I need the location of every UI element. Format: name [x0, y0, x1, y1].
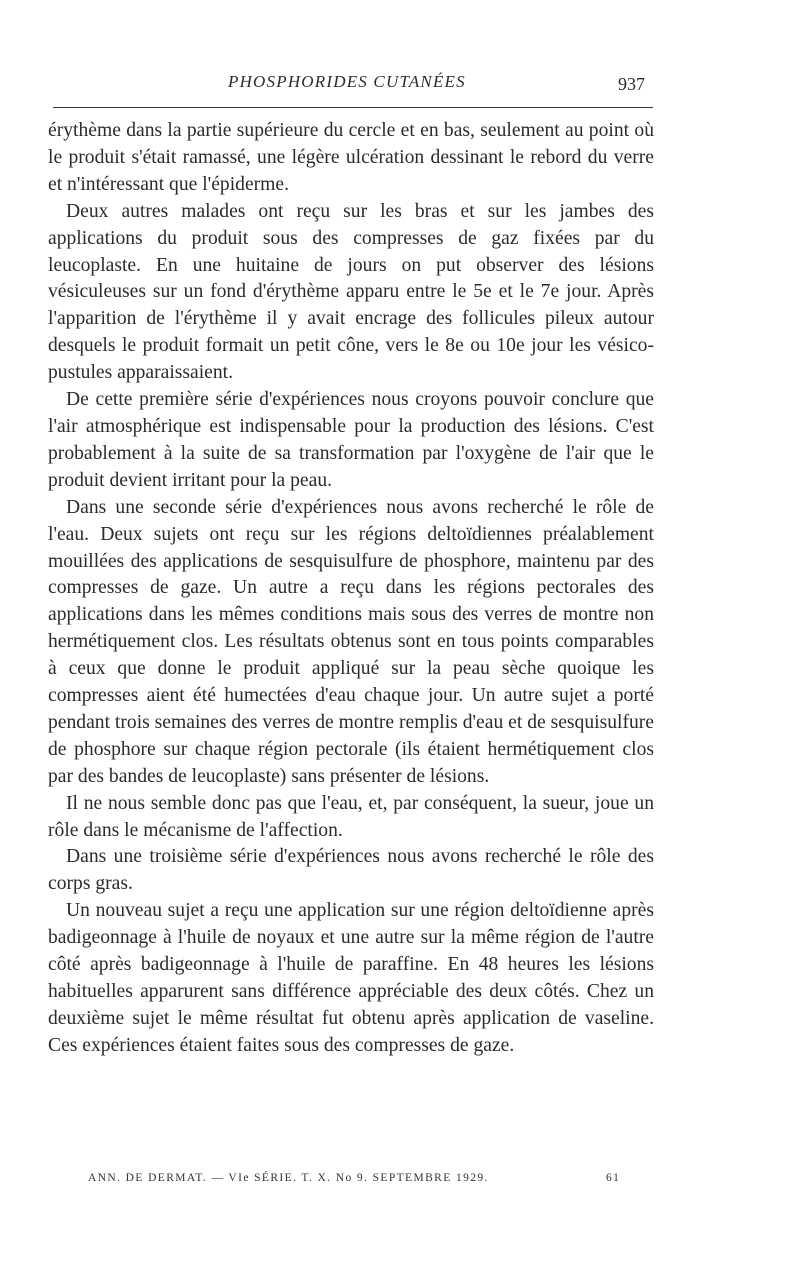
- paragraph: érythème dans la partie supérieure du cercle et en bas, seulement au point où le produit s'était ramassé, une légère ulcération dessinant le rebord du verre et n'intéressant que l'épiderme.: [48, 120, 654, 195]
- paragraph: De cette première série d'expériences nous croyons pouvoir conclure que l'air atmosphérique est indispensable pour la production des lésions. C'est probablement à la suite de sa transformation par l'oxygène de l'air que le produit devient irritant pour la peau.: [48, 389, 654, 491]
- body-text: [48, 118, 654, 1060]
- header-rule: [53, 107, 653, 108]
- paragraph: Un nouveau sujet a reçu une application sur une région deltoïdienne après badigeonnage à l'huile de noyaux et une autre sur la même région de l'autre côté après badigeonnage à l'huile de paraffine. En 48 heures les lésions habituelles apparurent sans différence appréciable des deux côtés. Chez un deuxième sujet le même résultat fut obtenu après application de vaseline. Ces expériences étaient faites sous des compresses de gaze.: [48, 900, 654, 1056]
- paragraph: Deux autres malades ont reçu sur les bras et sur les jambes des applications du produit sous des compresses de gaz fixées par du leucoplaste. En une huitaine de jours on put observer des lésions vésiculeuses sur un fond d'érythème apparu entre le 5e et le 7e jour. Après l'apparition de l'érythème il y avait encrage des follicules pileux autour desquels le produit formait un petit cône, vers le 8e ou 10e jour les vésico-pustules apparaissaient.: [48, 200, 654, 384]
- paragraph: Dans une seconde série d'expériences nous avons recherché le rôle de l'eau. Deux sujets ont reçu sur les régions deltoïdiennes préalablement mouillées des applications de sesquisulfure de phosphore, maintenu par des compresses de gaze. Un autre a reçu dans les régions pectorales des applications dans les mêmes conditions mais sous des verres de montre non hermétiquement clos. Les résultats obtenus sont en tous points comparables à ceux que donne le produit appliqué sur la peau sèche quoique les compresses aient été humectées d'eau chaque jour. Un autre sujet a porté pendant trois semaines des verres de montre remplis d'eau et de sesquisulfure de phosphore sur chaque région pectorale (ils étaient hermétiquement clos par des bandes de leucoplaste) sans présenter de lésions.: [48, 496, 654, 787]
- running-title: PHOSPHORIDES CUTANÉES: [228, 72, 466, 91]
- paragraph: Il ne nous semble donc pas que l'eau, et, par conséquent, la sueur, joue un rôle dans le mécanisme de l'affection.: [48, 792, 654, 841]
- journal-citation: ANN. DE DERMAT. — VIe SÉRIE. T. X. No 9. SEPTEMBRE 1929.: [88, 1172, 489, 1184]
- sheet-number: 61: [606, 1172, 621, 1184]
- page-header: [0, 72, 800, 102]
- page-number: 937: [618, 74, 645, 94]
- paragraph: Dans une troisième série d'expériences nous avons recherché le rôle des corps gras.: [48, 846, 654, 895]
